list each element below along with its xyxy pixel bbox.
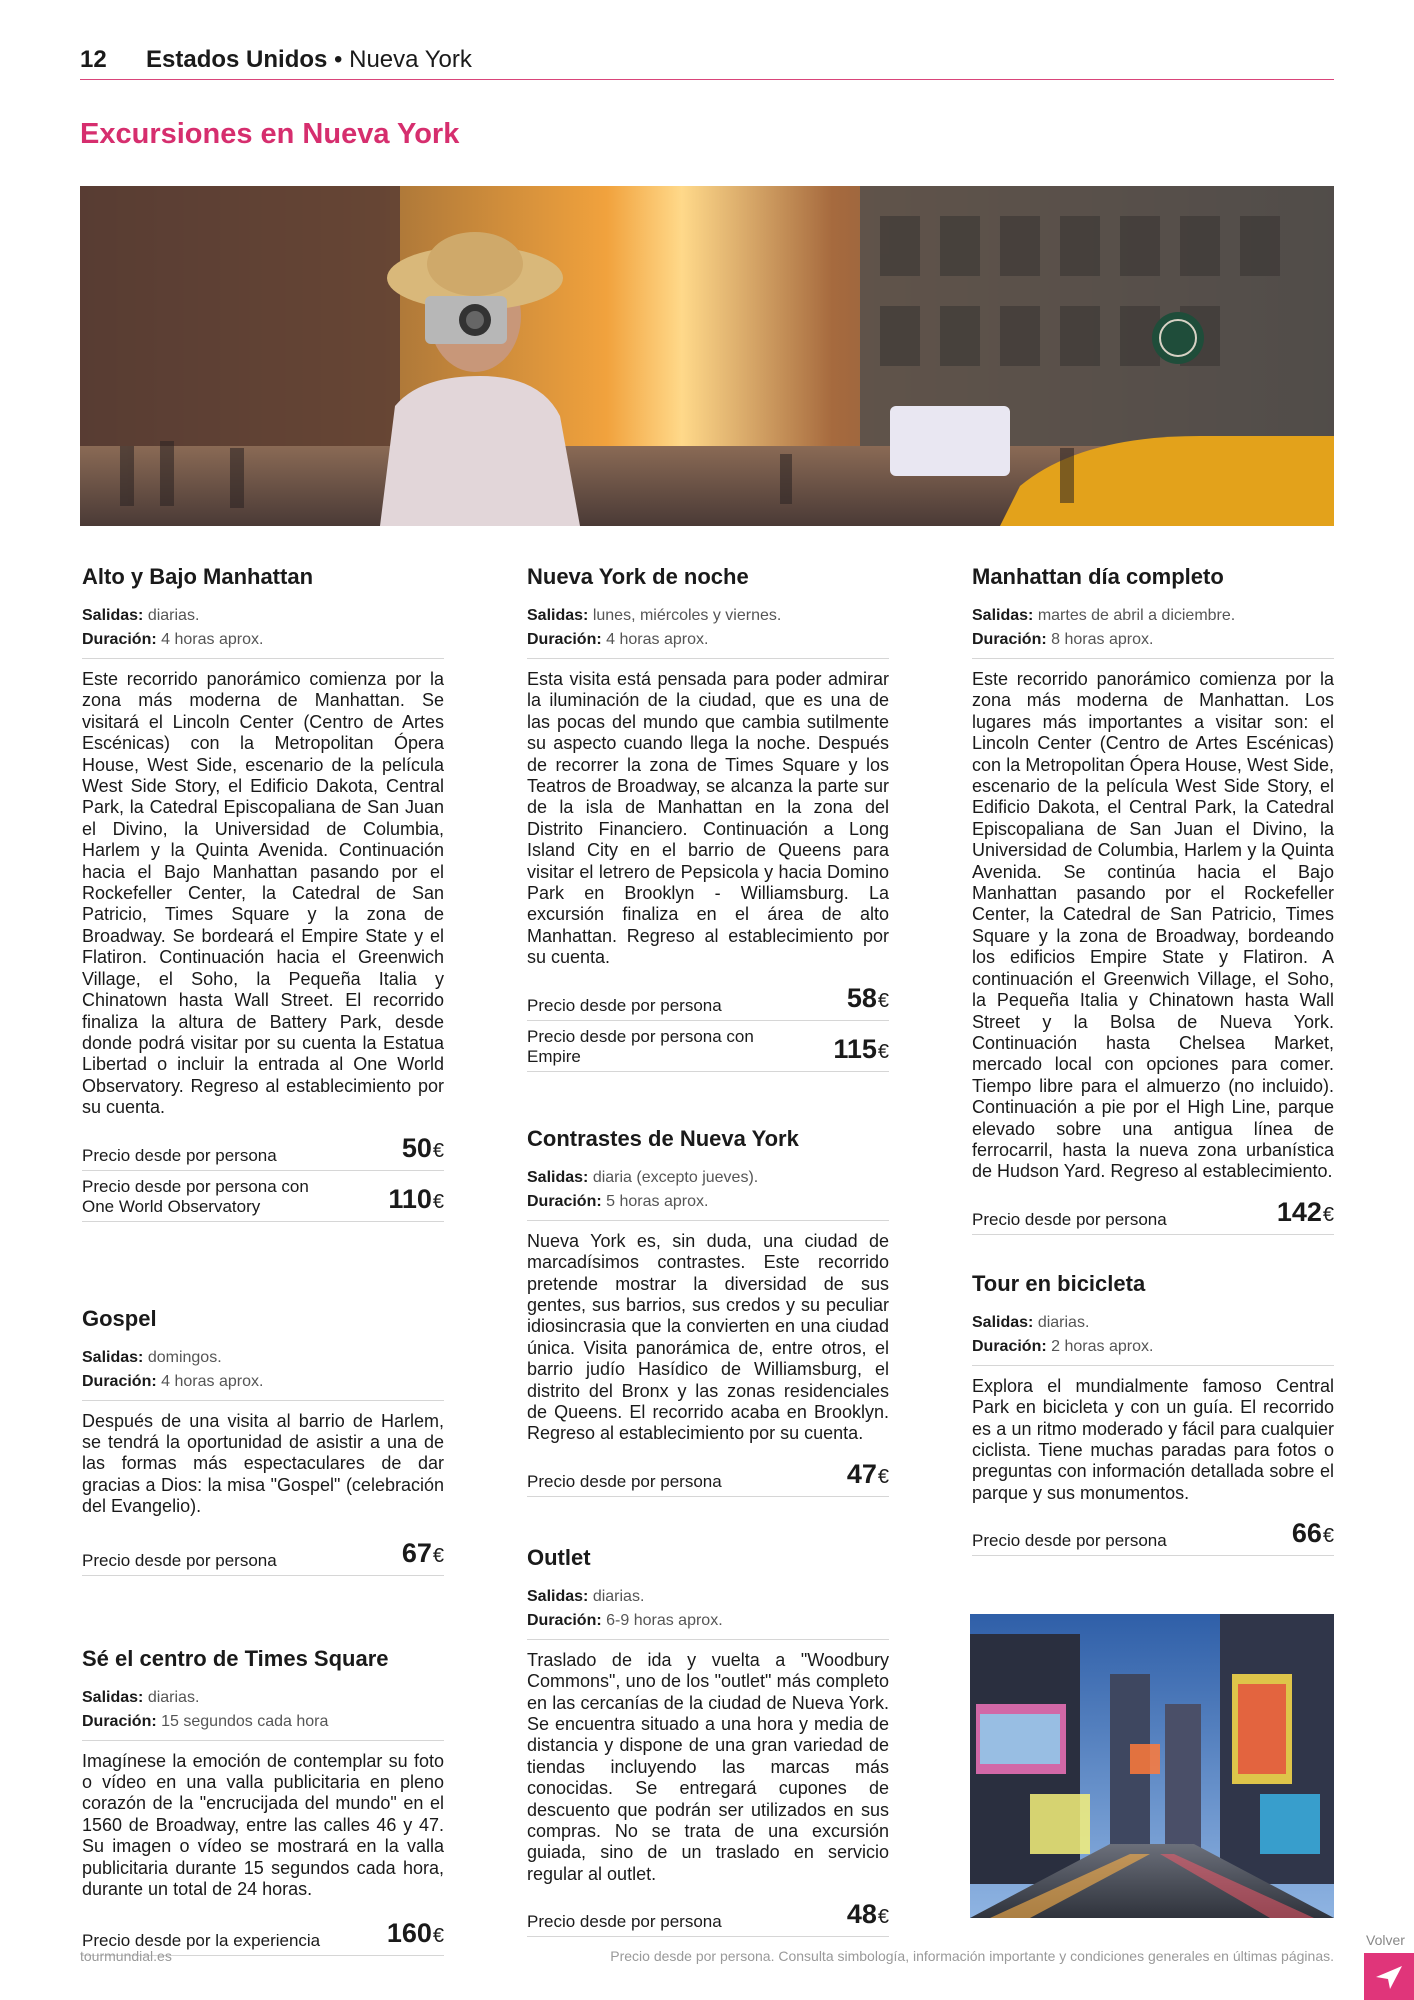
- salidas-value: domingos.: [147, 1348, 222, 1366]
- header-city: Nueva York: [349, 46, 472, 73]
- salidas-value: diarias.: [592, 1587, 645, 1605]
- page-number: 12: [80, 46, 107, 73]
- salidas-label: Salidas:: [972, 607, 1034, 624]
- price-label: Precio desde por persona: [82, 1145, 277, 1165]
- tour-title: Tour en bicicleta: [972, 1270, 1146, 1296]
- tour-title: Outlet: [527, 1544, 591, 1570]
- salidas-label: Salidas:: [527, 1587, 589, 1605]
- tour-title: Gospel: [82, 1305, 157, 1331]
- tour-meta: [82, 604, 444, 659]
- page-header: [80, 46, 1334, 80]
- header-country: Estados Unidos: [146, 46, 328, 73]
- footer-note: Precio desde por persona. Consulta simbología, información importante y condiciones generales en últimas páginas.: [610, 1948, 1334, 1964]
- price-value: 50€: [401, 1132, 444, 1163]
- price-value: 110€: [388, 1183, 444, 1214]
- price-label: Precio desde por la experiencia: [82, 1931, 321, 1951]
- tour-description: Nueva York es, sin duda, una ciudad de marcadísimos contrastes. Este recorrido pretende mostrar la diversidad de sus gentes, sus barrios, sus credos y su peculiar idiosincrasia que la convierten en una ciudad única. Visita panorámica de, entre otros, el barrio judío Hasídico de Williamsburg, el distrito del Bronx y las zonas residenciales de Queens. El recorrido acaba en Brooklyn. Regreso al establecimiento por su cuenta.: [527, 1230, 889, 1444]
- header-title: [146, 46, 472, 74]
- salidas-label: Salidas:: [82, 1688, 144, 1706]
- duracion-value: 5 horas aprox.: [606, 1192, 709, 1210]
- tour-title: Alto y Bajo Manhattan: [82, 564, 314, 589]
- tour-alto-bajo-manhattan: [82, 564, 444, 1222]
- price-value: 115€: [833, 1033, 889, 1064]
- tour-nueva-york-de-noche: [527, 564, 889, 1072]
- salidas-value: diarias.: [147, 607, 200, 624]
- duracion-label: Duración:: [82, 631, 157, 648]
- price-value: 66€: [1291, 1518, 1334, 1549]
- duracion-value: 4 horas aprox.: [161, 631, 264, 648]
- tour-description: Traslado de ida y vuelta a "Woodbury Commons", uno de los "outlet" más completo en las cercanías de la ciudad de Nueva York. Se encuentra situado a una hora y media de distancia y dispone de una gran variedad de tiendas incluyendo las marcas más conocidas. Se entregará cupones de descuento que podrán ser utilizados en sus compras. No se trata de una excursión guiada, sino de un traslado en servicio regular al outlet.: [527, 1649, 889, 1884]
- price-label: Precio desde por persona: [527, 1912, 722, 1932]
- column-2: [527, 564, 889, 1937]
- salidas-value: diaria (excepto jueves).: [592, 1168, 759, 1186]
- price-label: Precio desde por persona: [972, 1531, 1167, 1551]
- price-value: 58€: [846, 982, 889, 1013]
- salidas-label: Salidas:: [82, 1348, 144, 1366]
- times-square-photo: [970, 1614, 1334, 1918]
- price-label: Precio desde por persona: [82, 1550, 277, 1570]
- tour-outlet: [527, 1545, 889, 1937]
- tour-meta: [527, 1585, 889, 1640]
- tour-title: Sé el centro de Times Square: [82, 1645, 389, 1671]
- duracion-label: Duración:: [527, 1192, 602, 1210]
- salidas-label: Salidas:: [972, 1313, 1034, 1331]
- tour-gospel: [82, 1306, 444, 1576]
- duracion-label: Duración:: [972, 1337, 1047, 1355]
- duracion-value: 2 horas aprox.: [1051, 1337, 1154, 1355]
- volver-label: Volver: [1366, 1932, 1405, 1948]
- tour-meta: [527, 604, 889, 659]
- salidas-value: lunes, miércoles y viernes.: [592, 607, 782, 624]
- tour-title: Nueva York de noche: [527, 564, 749, 589]
- price-row: [972, 1512, 1334, 1556]
- salidas-label: Salidas:: [527, 1168, 589, 1186]
- tour-title: Contrastes de Nueva York: [527, 1125, 799, 1151]
- price-value: 142€: [1276, 1196, 1334, 1227]
- tour-meta: [527, 1166, 889, 1221]
- hero-photo: [80, 186, 1334, 526]
- duracion-value: 4 horas aprox.: [161, 1372, 264, 1390]
- duracion-label: Duración:: [527, 1611, 602, 1629]
- section-title: Excursiones en Nueva York: [80, 118, 460, 150]
- price-value: 160€: [386, 1918, 444, 1949]
- duracion-value: 8 horas aprox.: [1051, 631, 1154, 648]
- price-value: 48€: [846, 1899, 889, 1930]
- footer-site: tourmundial.es: [80, 1948, 172, 1964]
- tour-description: Este recorrido panorámico comienza por la zona más moderna de Manhattan. Se visitará el Lincoln Center (Centro de Artes Escénicas) con la Metropolitan Ópera House, West Side, escenario de la película West Side Story, el Edificio Dakota, Central Park, la Catedral Episcopaliana de San Juan el Divino, la Universidad de Columbia, Harlem y la Quinta Avenida. Continuación hacia el Bajo Manhattan pasando por el Rockefeller Center, la Catedral de San Patricio, Times Square y la zona de Broadway. Se bordeará el Empire State y el Flatiron. Continuación hacia el Greenwich Village, el Soho, la Pequeña Italia y Chinatown hasta Wall Street. El recorrido finaliza la altura de Battery Park, desde donde podrá visitar por su cuenta la Estatua Libertad o incluir la entrada al One World Observatory. Regreso al establecimiento por su cuenta.: [82, 669, 444, 1118]
- price-row: [82, 1127, 444, 1171]
- tour-contrastes: [527, 1126, 889, 1497]
- price-label: Precio desde por persona: [527, 995, 722, 1015]
- tour-meta: [972, 1311, 1334, 1366]
- tour-description: Este recorrido panorámico comienza por la zona más moderna de Manhattan. Los lugares más importantes a visitar son: el Lincoln Center (Centro de Artes Escénicas) con la Metropolitan Ópera House, West Side, escenario de la película West Side Story, el Edificio Dakota, el Central Park, la Catedral Episcopaliana de San Juan el Divino, la Universidad de Columbia, Harlem y la Quinta Avenida. Se continúa hacia el Bajo Manhattan pasando por el Rockefeller Center, la Catedral de San Patricio, Times Square y la zona de Broadway, bordeando los edificios Empire State y Flatiron. A continuación el Greenwich Village, el Soho, la Pequeña Italia y Chinatown hasta Wall Street y la Bolsa de Nueva York. Continuación hasta Chelsea Market, mercado local con opciones para comer. Tiempo libre para el almuerzo (no incluido). Continuación a pie por el High Line, parque elevado sobre una antigua línea de ferrocarril, hasta la nueva zona urbanística de Hudson Yard. Regreso al establecimiento.: [972, 669, 1334, 1182]
- salidas-label: Salidas:: [527, 607, 589, 624]
- tour-description: Imagínese la emoción de contemplar su foto o vídeo en una valla publicitaria en pleno corazón de la "encrucijada del mundo" en el 1560 de Broadway, entre las calles 46 y 47. Su imagen o vídeo se mostrará en la valla publicitaria durante 15 segundos cada hora, durante un total de 24 horas.: [82, 1750, 444, 1899]
- tour-bicicleta: [972, 1271, 1334, 1556]
- price-row: [527, 1453, 889, 1497]
- salidas-value: diarias.: [1037, 1313, 1090, 1331]
- back-arrow-icon: [1374, 1964, 1404, 1990]
- tour-description: Explora el mundialmente famoso Central Park en bicicleta y con un guía. El recorrido es a un ritmo moderado y fácil para cualquier ciclista. Tiene muchas paradas para fotos o preguntas con información detallada sobre el parque y sus monumentos.: [972, 1375, 1334, 1503]
- column-3: [972, 564, 1334, 1556]
- tour-title: Manhattan día completo: [972, 564, 1224, 589]
- price-label: Precio desde por persona con Empire: [527, 1026, 754, 1066]
- duracion-label: Duración:: [82, 1372, 157, 1390]
- salidas-value: diarias.: [147, 1688, 200, 1706]
- header-separator: •: [334, 46, 343, 73]
- tour-times-square: [82, 1646, 444, 1957]
- volver-button[interactable]: [1364, 1953, 1414, 2000]
- duracion-value: 15 segundos cada hora: [161, 1712, 329, 1730]
- tour-meta: [82, 1686, 444, 1741]
- price-row: [527, 1021, 889, 1072]
- tour-manhattan-dia-completo: [972, 564, 1334, 1235]
- price-row: [527, 1893, 889, 1937]
- price-row: [972, 1191, 1334, 1235]
- duracion-value: 4 horas aprox.: [606, 631, 709, 648]
- price-value: 67€: [401, 1537, 444, 1568]
- duracion-label: Duración:: [972, 631, 1047, 648]
- price-label: Precio desde por persona con One World Observatory: [82, 1176, 309, 1216]
- price-label: Precio desde por persona: [972, 1209, 1167, 1229]
- duracion-value: 6-9 horas aprox.: [606, 1611, 723, 1629]
- price-value: 47€: [846, 1458, 889, 1489]
- tour-description: Esta visita está pensada para poder admirar la iluminación de la ciudad, que es una de las pocas del mundo que cambia sutilmente su aspecto cuando llega la noche. Después de recorrer la zona de Times Square y los Teatros de Broadway, se alcanza la parte sur de la isla de Manhattan en la zona del Distrito Financiero. Continuación a Long Island City en el barrio de Queens para visitar el letrero de Pepsicola y hacia Domino Park en Brooklyn - Williamsburg. La excursión finaliza en el área de alto Manhattan. Regreso al establecimiento por su cuenta.: [527, 669, 889, 968]
- column-1: [82, 564, 444, 1956]
- tour-meta: [972, 604, 1334, 659]
- salidas-value: martes de abril a diciembre.: [1037, 607, 1236, 624]
- price-row: [527, 977, 889, 1021]
- tour-meta: [82, 1346, 444, 1401]
- duracion-label: Duración:: [82, 1712, 157, 1730]
- price-row: [82, 1171, 444, 1222]
- price-label: Precio desde por persona: [527, 1471, 722, 1491]
- salidas-label: Salidas:: [82, 607, 144, 624]
- price-row: [82, 1532, 444, 1576]
- tour-description: Después de una visita al barrio de Harlem, se tendrá la oportunidad de asistir a una de las formas más espectaculares de dar gracias a Dios: la misa "Gospel" (celebración del Evangelio).: [82, 1410, 444, 1517]
- duracion-label: Duración:: [527, 631, 602, 648]
